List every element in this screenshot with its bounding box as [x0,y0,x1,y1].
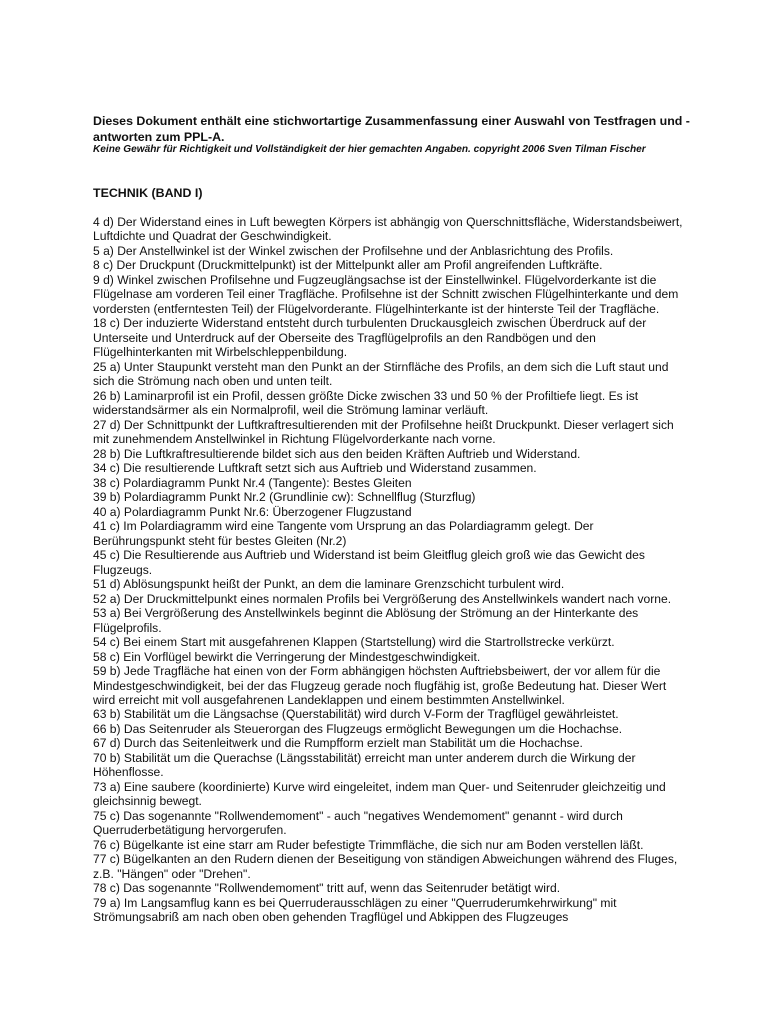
document-disclaimer: Keine Gewähr für Richtigkeit und Vollständigkeit der hier gemachten Angaben. copyright 2006 Sven Tilman Fischer [93,144,646,155]
qa-item: 77 c) Bügelkanten an den Rudern dienen der Beseitigung von ständigen Abweichungen während des Fluges, z.B. "Hängen" oder "Drehen". [93,852,678,881]
qa-item: 66 b) Das Seitenruder als Steuerorgan des Flugzeugs ermöglicht Bewegungen um die Hochachse. [93,721,623,736]
qa-item: 34 c) Die resultierende Luftkraft setzt sich aus Auftrieb und Widerstand zusammen. [93,461,537,476]
qa-item: 26 b) Laminarprofil ist ein Profil, dessen größte Dicke zwischen 33 und 50 % der Profiltiefe liegt. Es ist widerstandsärmer als ein Normalprofil, weil die Strömung laminar verläuft. [93,388,639,418]
section-heading: TECHNIK (BAND I) [93,186,203,200]
qa-item: 45 c) Die Resultierende aus Auftrieb und Widerstand ist beim Gleitflug gleich groß wie das Gewicht des Flugzeugs. [93,548,645,577]
qa-item: 58 c) Ein Vorflügel bewirkt die Verringerung der Mindestgeschwindigkeit. [93,649,481,664]
qa-item: 51 d) Ablösungspunkt heißt der Punkt, an dem die laminare Grenzschicht turbulent wird. [93,577,565,592]
qa-item: 41 c) Im Polardiagramm wird eine Tangente vom Ursprung an das Polardiagramm gelegt. Der Berührungspunkt steht für bestes Gleiten (Nr.2) [93,519,594,548]
qa-item: 54 c) Bei einem Start mit ausgefahrenen Klappen (Startstellung) wird die Startrollstrecke verkürzt. [93,635,615,650]
qa-item: 28 b) Die Luftkraftresultierende bildet sich aus den beiden Kräften Auftrieb und Widerstand. [93,446,581,461]
qa-item: 18 c) Der induzierte Widerstand entsteht durch turbulenten Druckausgleich zwischen Überdruck auf der Unterseite und Unterdruck auf der Oberseite des Tragflügelprofils an den Randbögen und den Flügelhinterkanten mit Wirbelschleppenbildung. [93,316,647,360]
qa-item: 73 a) Eine saubere (koordinierte) Kurve wird eingeleitet, indem man Quer- und Seitenruder gleichzeitig und gleichsinnig bewegt. [93,779,666,809]
qa-item: 59 b) Jede Tragfläche hat einen von der Form abhängigen höchsten Auftriebsbeiwert, der vor allem für die Mindestgeschwindigkeit, bei der das Flugzeug gerade noch flugfähig ist, große Bedeutung hat. Dieser Wert wird erreicht mit voll ausgefahrenen Landeklappen und einem bestimmten Anstellwinkel. [93,664,667,707]
qa-item: 5 a) Der Anstellwinkel ist der Winkel zwischen der Profilsehne und der Anblasrichtung des Profils. [93,243,614,258]
qa-item: 52 a) Der Druckmittelpunkt eines normalen Profils bei Vergrößerung des Anstellwinkels wandert nach vorne. [93,591,672,606]
qa-item: 67 d) Durch das Seitenleitwerk und die Rumpfform erzielt man Stabilität um die Hochachse. [93,736,583,751]
qa-item: 4 d) Der Widerstand eines in Luft bewegten Körpers ist abhängig von Querschnittsfläche, Widerstandsbeiwert, Luftdichte und Quadrat der Geschwindigkeit. [93,215,683,244]
qa-item: 75 c) Das sogenannte "Rollwendemoment" - auch "negatives Wendemoment" genannt - wird durch Querruderbetätigung hervorgerufen. [93,808,623,838]
qa-item: 27 d) Der Schnittpunkt der Luftkraftresultierenden mit der Profilsehne heißt Druckpunkt. Dieser verlagert sich mit zunehmendem Anstellwinkel in Richtung Flügelvorderkante nach vorne. [93,417,674,447]
qa-item: 25 a) Unter Staupunkt versteht man den Punkt an der Stirnfläche des Profils, an dem sich die Luft staut und sich die Strömung nach oben und unten teilt. [93,359,669,389]
qa-item: 70 b) Stabilität um die Querachse (Längsstabilität) erreicht man unter anderem durch die Wirkung der Höhenflosse. [93,750,636,780]
qa-item: 40 a) Polardiagramm Punkt Nr.6: Überzogener Flugzustand [93,504,412,519]
qa-item: 9 d) Winkel zwischen Profilsehne und Fugzeuglängsachse ist der Einstellwinkel. Flügelvorderkante ist die Flügelnase am vorderen Teil einer Tragfläche. Profilsehne ist der Schnitt zwischen Flügelhinterkante und dem vordersten (entferntesten Teil) der Flügelvorderante. Flügelhinterkante ist der hinterste Teil der Tragfläche. [93,272,679,316]
qa-list [93,215,683,925]
qa-item: 38 c) Polardiagramm Punkt Nr.4 (Tangente): Bestes Gleiten [93,475,412,490]
qa-item: 78 c) Das sogenannte "Rollwendemoment" tritt auf, wenn das Seitenruder betätigt wird. [93,881,561,896]
qa-item: 8 c) Der Druckpunt (Druckmittelpunkt) ist der Mittelpunkt aller am Profil angreifenden Luftkräfte. [93,258,603,273]
qa-item: 39 b) Polardiagramm Punkt Nr.2 (Grundlinie cw): Schnellflug (Sturzflug) [93,490,476,505]
qa-item: 79 a) Im Langsamflug kann es bei Querruderausschlägen zu einer "Querruderumkehrwirkung" mit Strömungsabriß am nach oben oben gehenden Tragflügel und Abkippen des Flugzeuges [93,895,617,925]
qa-item: 63 b) Stabilität um die Längsachse (Querstabilität) wird durch V-Form der Tragflügel gewährleistet. [93,707,619,722]
qa-item: 53 a) Bei Vergrößerung des Anstellwinkels beginnt die Ablösung der Strömung an der Hinterkante des Flügelprofils. [93,606,639,635]
document-title: Dieses Dokument enthält eine stichwortartige Zusammenfassung einer Auswahl von Testfragen und -antworten zum PPL-A. [93,114,690,144]
qa-item: 76 c) Bügelkante ist eine starr am Ruder befestigte Trimmfläche, die sich nur am Boden verstellen läßt. [93,837,644,852]
